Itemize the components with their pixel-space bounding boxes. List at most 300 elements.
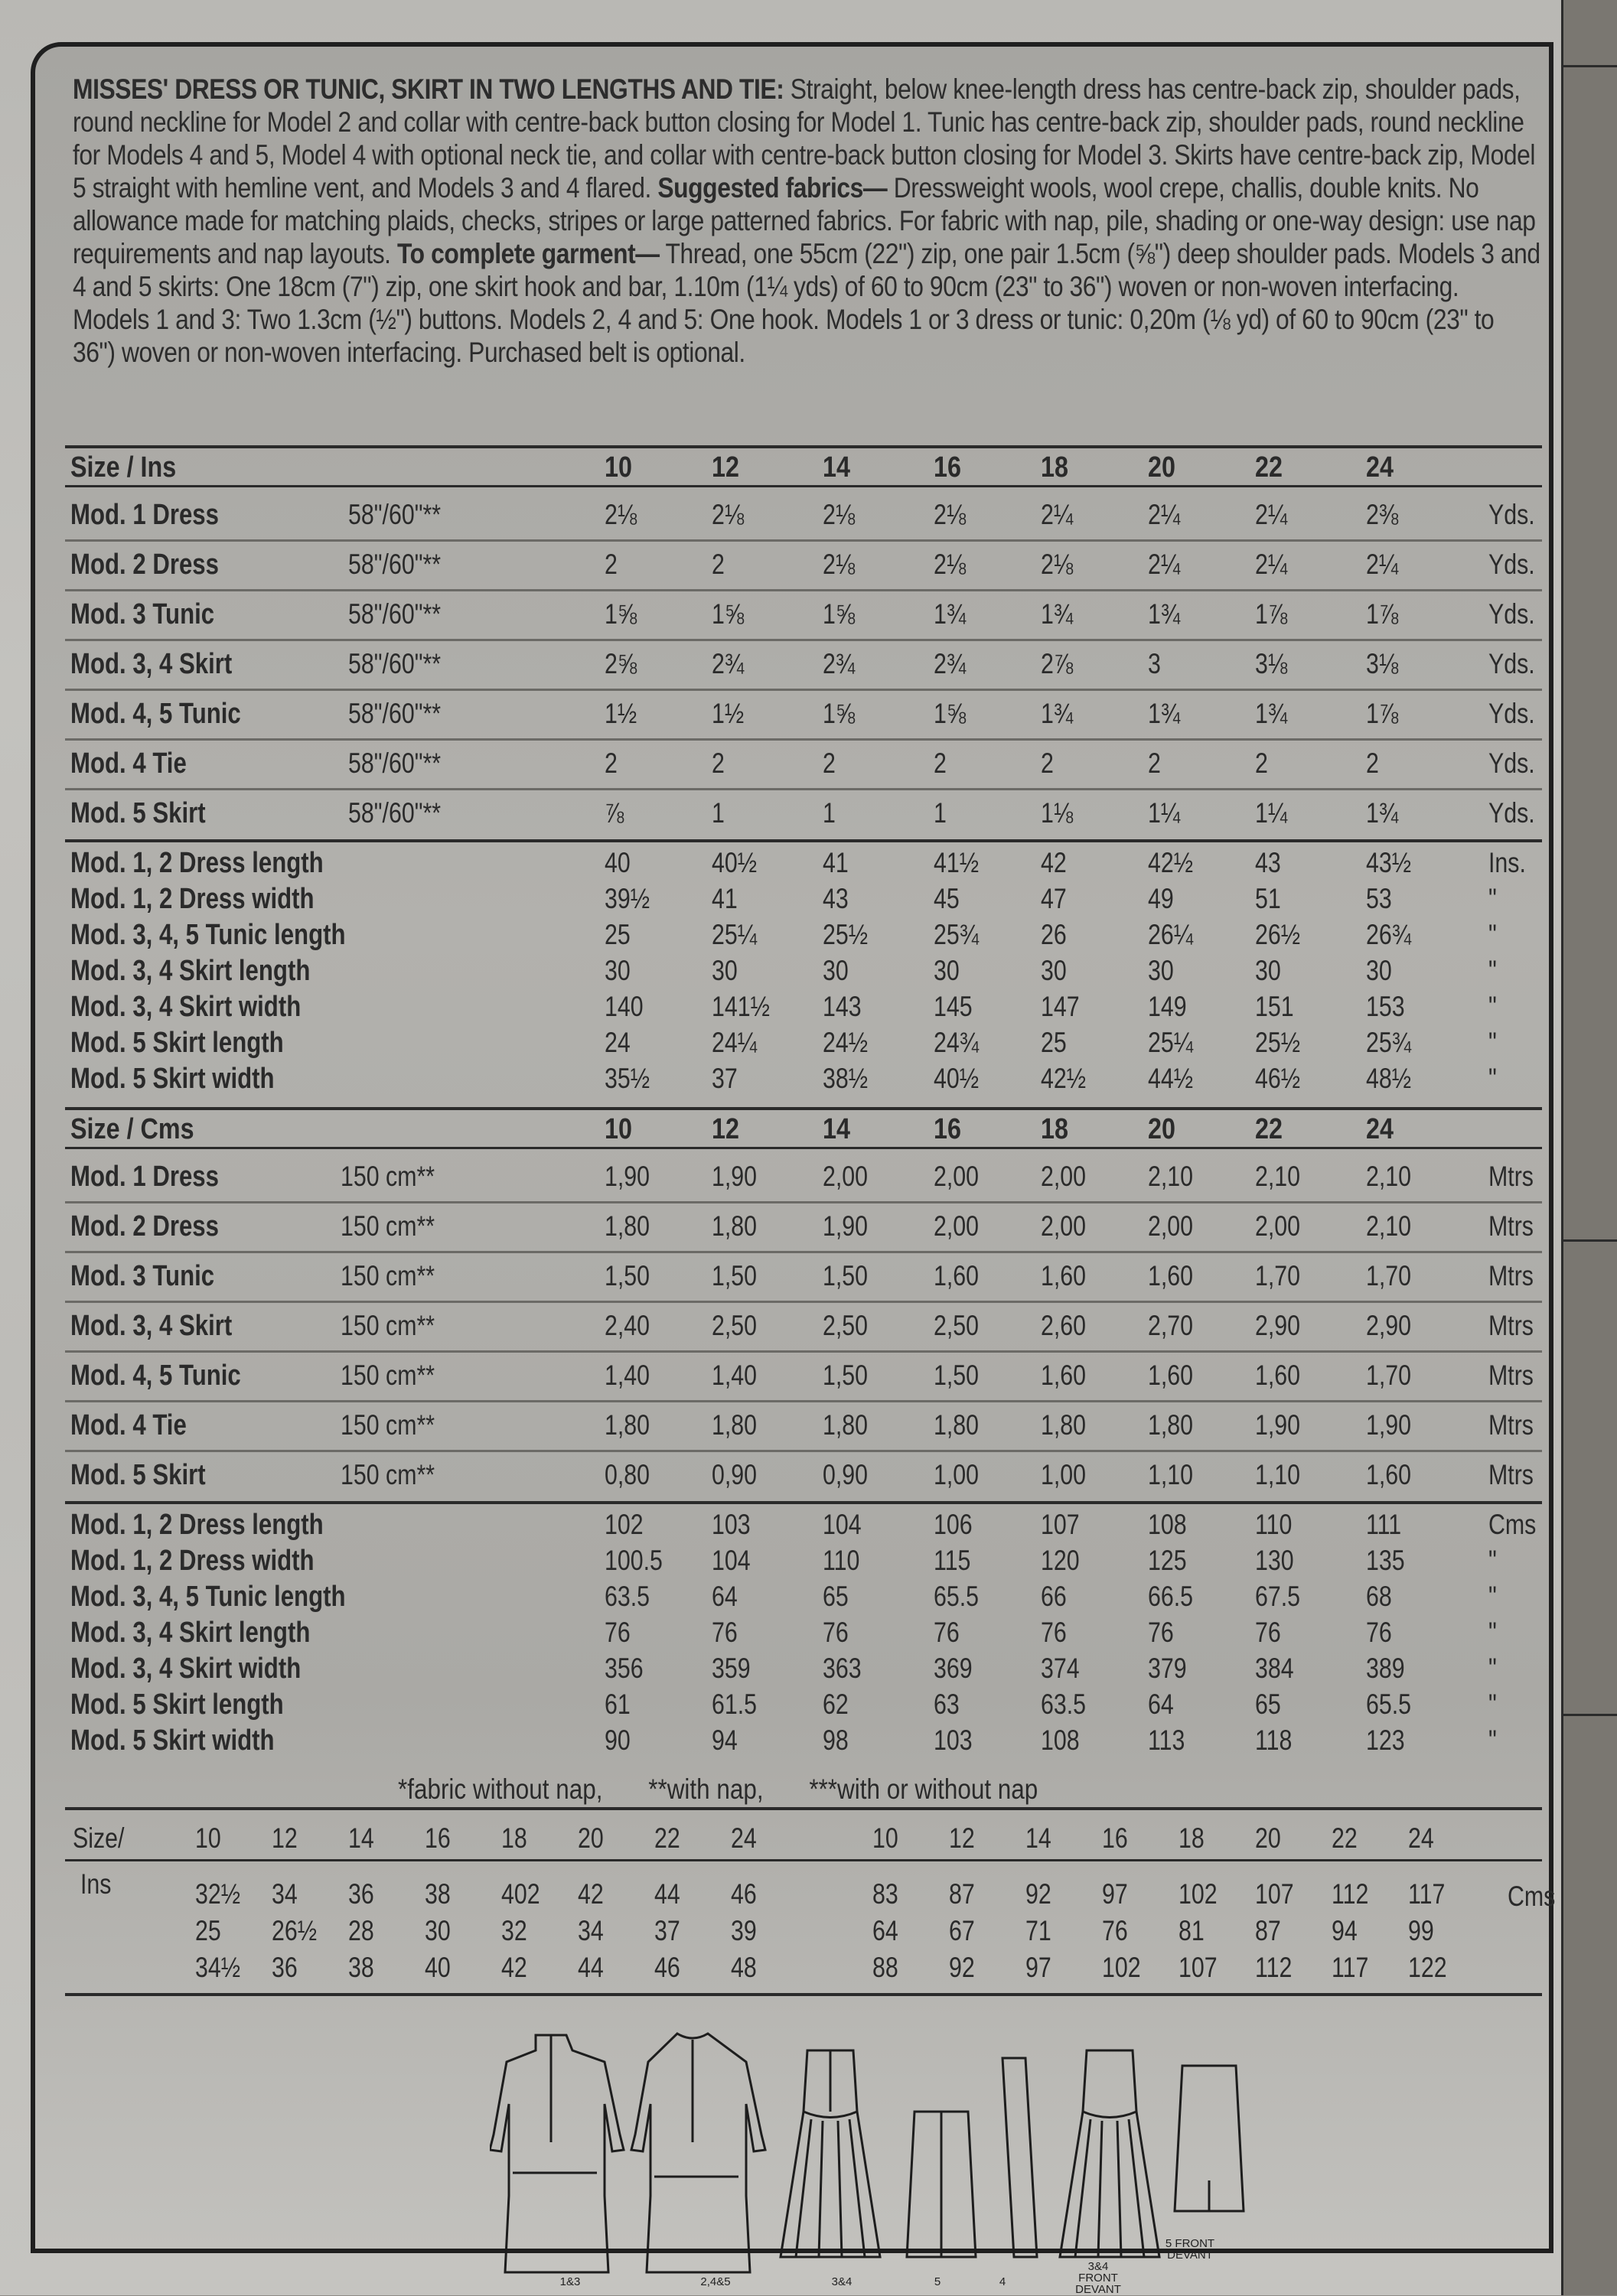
yardage-value: 2⅛ [605, 499, 637, 530]
yardage-value: 1⅝ [605, 598, 637, 630]
ins-size-16: 16 [425, 1822, 451, 1854]
yardage-value: 1 [712, 797, 725, 829]
body-ins-value: 37 [654, 1915, 680, 1946]
yardage-row [0, 598, 1617, 632]
measurement-row [0, 1063, 1617, 1096]
yardage-value: 2¾ [934, 648, 967, 679]
body-cms-value: 107 [1255, 1878, 1294, 1910]
yardage-value: 2 [823, 747, 836, 779]
measurement-row [0, 919, 1617, 953]
unit: Mtrs [1488, 1310, 1534, 1341]
measurement-value: 25½ [823, 919, 869, 950]
row-label: Mod. 5 Skirt [70, 1459, 206, 1491]
caption-3-4: 3&4 [831, 2275, 853, 2288]
body-cms-value: 83 [872, 1878, 898, 1910]
measurement-value: 120 [1041, 1545, 1080, 1576]
row-label: Mod. 3, 4 Skirt length [70, 955, 311, 987]
yardage-value: 2,00 [1041, 1161, 1087, 1192]
metric-size-header [0, 1113, 1617, 1147]
body-ins-value: 25 [195, 1915, 221, 1946]
measurement-row [0, 1653, 1617, 1686]
row-label: Mod. 1, 2 Dress width [70, 883, 315, 915]
body-cms-value: 71 [1025, 1915, 1051, 1946]
measurement-value: 64 [1148, 1689, 1174, 1720]
body-ins-value: 48 [731, 1952, 757, 1983]
measurement-value: 111 [1366, 1509, 1402, 1540]
row-divider [65, 1350, 1542, 1353]
yardage-value: 1,80 [712, 1409, 758, 1441]
fabric-width: 58"/60"** [348, 648, 442, 679]
row-label: Mod. 3, 4 Skirt width [70, 1653, 302, 1685]
yardage-value: 1,60 [1041, 1360, 1087, 1391]
unit: Yds. [1488, 499, 1535, 530]
yardage-row [0, 648, 1617, 682]
yardage-value: 2¼ [1255, 549, 1288, 580]
measurement-value: 24¼ [712, 1027, 758, 1058]
row-divider [65, 1400, 1542, 1402]
unit: " [1488, 1027, 1497, 1058]
measurement-value: 147 [1041, 991, 1080, 1022]
table-rule [65, 1147, 1542, 1149]
dress-back-sketch-1 [490, 2035, 624, 2272]
size-24: 24 [1366, 1113, 1394, 1145]
measurement-value: 62 [823, 1689, 849, 1720]
caption-5: 5 [934, 2275, 941, 2288]
yardage-value: 2,40 [605, 1310, 650, 1341]
body-ins-value: 42 [578, 1878, 604, 1910]
measurement-value: 43½ [1366, 847, 1412, 878]
ins-size-18: 18 [501, 1822, 527, 1854]
yardage-value: 1,90 [1255, 1409, 1301, 1441]
measurement-value: 65.5 [934, 1581, 980, 1612]
row-label: Mod. 3 Tunic [70, 598, 215, 630]
body-ins-value: 38 [348, 1952, 374, 1983]
fabric-width: 150 cm** [341, 1260, 435, 1291]
row-label: Mod. 1, 2 Dress length [70, 847, 324, 879]
body-cms-value: 107 [1179, 1952, 1218, 1983]
yardage-value: 2,00 [934, 1210, 980, 1242]
table-rule [65, 1501, 1542, 1504]
fabric-width: 58"/60"** [348, 698, 442, 729]
yardage-value: 2⅛ [934, 499, 967, 530]
row-label: Mod. 3, 4 Skirt [70, 1310, 233, 1342]
measurement-value: 25½ [1255, 1027, 1301, 1058]
yardage-value: 3⅛ [1366, 648, 1399, 679]
yardage-value: 2¼ [1366, 549, 1399, 580]
measurement-value: 104 [823, 1509, 862, 1540]
yardage-value: 1,60 [934, 1260, 980, 1291]
yardage-value: 2¼ [1148, 499, 1181, 530]
measurement-value: 49 [1148, 883, 1174, 914]
description-body-1: Straight, below knee-length dress has centre-back zip, shoulder pads, round neckline for Model 2 and collar with centre-back button closing for Model 1. Tunic has centre-back zip, shoulder pads, round neckline for Models 4 and 5, Model 4 with optional neck tie, and collar with centre-back button closing for Model 3. Skirts have centre-back zip, Model 5 straight with hemline vent, and Models 3 and 4 flared. [73, 73, 1536, 204]
dress-back-sketch-2 [631, 2034, 765, 2272]
yardage-row [0, 1260, 1617, 1294]
yardage-value: 1,50 [823, 1260, 869, 1291]
unit: " [1488, 1653, 1497, 1684]
measurement-value: 30 [605, 955, 631, 986]
yardage-value: 2,10 [1148, 1161, 1194, 1192]
yardage-row [0, 1459, 1617, 1493]
yardage-value: 2,00 [934, 1161, 980, 1192]
yardage-value: 1 [934, 797, 947, 829]
yardage-value: 1,50 [712, 1260, 758, 1291]
body-ins-value: 40 [425, 1952, 451, 1983]
measurement-value: 53 [1366, 883, 1392, 914]
unit: " [1488, 955, 1497, 986]
yardage-value: 1,60 [1255, 1360, 1301, 1391]
row-label: Mod. 3, 4, 5 Tunic length [70, 919, 346, 951]
row-label: Mod. 2 Dress [70, 1210, 219, 1242]
size-20: 20 [1148, 1113, 1175, 1145]
row-divider [65, 1450, 1542, 1452]
row-label: Mod. 3 Tunic [70, 1260, 215, 1292]
yardage-row [0, 698, 1617, 731]
yardage-value: 2,10 [1255, 1161, 1301, 1192]
measurement-value: 104 [712, 1545, 751, 1576]
body-ins-value: 32½ [195, 1878, 241, 1910]
yardage-value: 1,50 [934, 1360, 980, 1391]
unit: " [1488, 919, 1497, 950]
row-label: Mod. 1, 2 Dress width [70, 1545, 315, 1577]
yardage-value: 1¾ [1148, 698, 1181, 729]
yardage-value: 1,80 [823, 1409, 869, 1441]
body-ins-value: 402 [501, 1878, 540, 1910]
measurement-value: 26 [1041, 919, 1067, 950]
body-cms-value: 87 [949, 1878, 975, 1910]
measurement-value: 24 [605, 1027, 631, 1058]
measurement-value: 40½ [712, 847, 758, 878]
body-cms-value: 67 [949, 1915, 975, 1946]
measurement-value: 115 [934, 1545, 971, 1576]
yardage-value: 1,00 [1041, 1459, 1087, 1490]
measurement-value: 94 [712, 1724, 738, 1756]
yardage-value: 1½ [605, 698, 637, 729]
row-label: Mod. 4, 5 Tunic [70, 698, 241, 730]
body-ins-value: 44 [578, 1952, 604, 1983]
size-20: 20 [1148, 451, 1175, 484]
complete-garment-heading: To complete garment— [397, 238, 660, 269]
yardage-value: 1,80 [1148, 1409, 1194, 1441]
measurement-value: 356 [605, 1653, 644, 1684]
measurement-value: 76 [1366, 1617, 1392, 1648]
measurement-value: 30 [1255, 955, 1281, 986]
yardage-row [0, 1210, 1617, 1244]
measurement-value: 76 [1041, 1617, 1067, 1648]
size-10: 10 [605, 1113, 632, 1145]
measurement-value: 140 [605, 991, 644, 1022]
measurement-value: 61.5 [712, 1689, 758, 1720]
yardage-value: 1,90 [712, 1161, 758, 1192]
yardage-value: 2⅛ [823, 499, 856, 530]
body-ins-value: 36 [348, 1878, 374, 1910]
size-14: 14 [823, 451, 850, 484]
measurement-value: 24¾ [934, 1027, 980, 1058]
size-24: 24 [1366, 451, 1394, 484]
measurement-value: 25¾ [1366, 1027, 1412, 1058]
cms-size-14: 14 [1025, 1822, 1051, 1854]
measurement-row [0, 1027, 1617, 1060]
unit: " [1488, 991, 1497, 1022]
body-cms-value: 99 [1408, 1915, 1434, 1946]
row-label: Mod. 4, 5 Tunic [70, 1360, 241, 1392]
yardage-value: 1,00 [934, 1459, 980, 1490]
straight-skirt-sketch-front [1175, 2066, 1244, 2211]
size-22: 22 [1255, 1113, 1283, 1145]
yardage-value: 1,90 [1366, 1409, 1412, 1441]
yardage-value: 2⅛ [712, 499, 745, 530]
fabric-width: 58"/60"** [348, 598, 442, 630]
unit: Mtrs [1488, 1409, 1534, 1441]
unit: " [1488, 1617, 1497, 1648]
yardage-value: 2 [934, 747, 947, 779]
yardage-value: 1,80 [1041, 1409, 1087, 1441]
table-rule [65, 839, 1542, 842]
body-cms-value: 92 [949, 1952, 975, 1983]
measurement-value: 102 [605, 1509, 644, 1540]
ins-size-20: 20 [578, 1822, 604, 1854]
yardage-value: 1⅝ [823, 698, 856, 729]
yardage-value: 2,50 [823, 1310, 869, 1341]
flared-skirt-sketch-back [781, 2050, 880, 2257]
row-label: Mod. 5 Skirt width [70, 1063, 275, 1095]
measurement-value: 30 [934, 955, 960, 986]
measurement-value: 76 [1255, 1617, 1281, 1648]
measurement-value: 65.5 [1366, 1689, 1412, 1720]
body-cms-value: 97 [1102, 1878, 1128, 1910]
body-cms-value: 88 [872, 1952, 898, 1983]
measurement-value: 63.5 [605, 1581, 650, 1612]
measurement-value: 47 [1041, 883, 1067, 914]
measurement-value: 35½ [605, 1063, 650, 1094]
body-cms-value: 97 [1025, 1952, 1051, 1983]
measurement-value: 369 [934, 1653, 973, 1684]
measurement-value: 25¾ [934, 919, 980, 950]
measurement-value: 359 [712, 1653, 751, 1684]
yardage-value: 2,00 [1255, 1210, 1301, 1242]
ins-size-10: 10 [195, 1822, 221, 1854]
row-label: Mod. 5 Skirt width [70, 1724, 275, 1757]
measurement-row [0, 1545, 1617, 1578]
description-body-3: Thread, one 55cm (22") zip, one pair 1.5cm (⅝") deep shoulder pads. Models 3 and 4 and 5 skirts: One 18cm (7") zip, one skirt hook and bar, 1.10m (1¼ yds) of 60 to 90cm (23" to 36") woven or non-woven interfacing. Models 1 and 3: Two 1.3cm (½") buttons. Models 2, 4 and 5: One hook. Models 1 or 3 dress or tunic: 0,20m (⅛ yd) of 60 to 90cm (23" to 36") woven or non-woven interfacing. Purchased belt is optional. [73, 238, 1540, 368]
yardage-value: 1⅞ [1255, 598, 1288, 630]
unit: Mtrs [1488, 1360, 1534, 1391]
yardage-value: 1⅛ [1041, 797, 1074, 829]
measurement-value: 76 [712, 1617, 738, 1648]
measurement-value: 61 [605, 1689, 631, 1720]
row-divider [65, 1251, 1542, 1253]
yardage-row [0, 1310, 1617, 1343]
caption-4: 4 [999, 2275, 1006, 2288]
yardage-value: 1,80 [605, 1210, 650, 1242]
ins-size-14: 14 [348, 1822, 374, 1854]
unit: Yds. [1488, 698, 1535, 729]
table-rule [65, 485, 1542, 487]
body-cms-value: 76 [1102, 1915, 1128, 1946]
row-divider [65, 539, 1542, 542]
yardage-row [0, 549, 1617, 582]
size-16: 16 [934, 451, 961, 484]
measurement-row [0, 1509, 1617, 1542]
yardage-value: 1¼ [1255, 797, 1288, 829]
yardage-value: 2 [1366, 747, 1379, 779]
row-divider [65, 1301, 1542, 1303]
row-label: Mod. 4 Tie [70, 747, 187, 780]
measurement-value: 379 [1148, 1653, 1187, 1684]
caption-3-4-front: 3&4 FRONT DEVANT [1075, 2260, 1121, 2296]
measurement-value: 103 [712, 1509, 751, 1540]
unit: Yds. [1488, 797, 1535, 829]
yardage-value: 2⅝ [605, 648, 637, 679]
row-label: Mod. 3, 4 Skirt width [70, 991, 302, 1023]
yardage-value: 1⅞ [1366, 698, 1399, 729]
body-ins-value: 26½ [272, 1915, 318, 1946]
yardage-value: 1⅝ [934, 698, 967, 729]
yardage-value: 2,10 [1366, 1210, 1412, 1242]
row-label: Mod. 3, 4 Skirt length [70, 1617, 311, 1649]
caption-5-front: 5 FRONT DEVANT [1165, 2237, 1215, 2262]
yardage-value: 2 [712, 549, 725, 580]
measurement-value: 42½ [1148, 847, 1194, 878]
yardage-value: 2,90 [1366, 1310, 1412, 1341]
measurement-value: 113 [1148, 1724, 1185, 1756]
yardage-value: 2,00 [1148, 1210, 1194, 1242]
body-ins-value: 34 [272, 1878, 298, 1910]
measurement-value: 153 [1366, 991, 1405, 1022]
measurement-value: 98 [823, 1724, 849, 1756]
measurement-value: 63 [934, 1689, 960, 1720]
yardage-value: 1,80 [605, 1409, 650, 1441]
cms-size-22: 22 [1332, 1822, 1358, 1854]
body-ins-value: 44 [654, 1878, 680, 1910]
yardage-row [0, 1409, 1617, 1443]
body-cms-value: 81 [1179, 1915, 1205, 1946]
measurement-value: 67.5 [1255, 1581, 1301, 1612]
row-label: Mod. 1 Dress [70, 499, 219, 531]
body-cms-value: 122 [1408, 1952, 1447, 1983]
measurement-value: 108 [1041, 1724, 1080, 1756]
yardage-value: 1,70 [1366, 1360, 1412, 1391]
body-ins-value: 42 [501, 1952, 527, 1983]
fabric-width: 58"/60"** [348, 797, 442, 829]
measurement-row [0, 955, 1617, 988]
cms-label: Cms [1508, 1881, 1556, 1912]
measurement-value: 76 [605, 1617, 631, 1648]
measurement-value: 68 [1366, 1581, 1392, 1612]
row-divider [65, 639, 1542, 641]
yardage-value: 1¼ [1148, 797, 1181, 829]
yardage-value: 2,50 [934, 1310, 980, 1341]
cms-size-12: 12 [949, 1822, 975, 1854]
body-ins-value: 38 [425, 1878, 451, 1910]
row-label: Mod. 1 Dress [70, 1161, 219, 1193]
yardage-value: 1¾ [1041, 698, 1074, 729]
yardage-value: 1,50 [823, 1360, 869, 1391]
measurement-value: 42½ [1041, 1063, 1087, 1094]
yardage-value: 2⅛ [1041, 549, 1074, 580]
measurement-value: 125 [1148, 1545, 1187, 1576]
body-cms-value: 102 [1102, 1952, 1141, 1983]
size-22: 22 [1255, 451, 1283, 484]
row-divider [65, 738, 1542, 741]
description-title: MISSES' DRESS OR TUNIC, SKIRT IN TWO LENGTHS AND TIE: [73, 73, 784, 105]
body-cms-value: 117 [1332, 1952, 1369, 1983]
unit: " [1488, 1063, 1497, 1094]
measurement-value: 26¼ [1148, 919, 1194, 950]
body-ins-value: 30 [425, 1915, 451, 1946]
measurement-value: 108 [1148, 1509, 1187, 1540]
yardage-value: 2 [1255, 747, 1268, 779]
note-without-nap: *fabric without nap, [398, 1773, 603, 1805]
yardage-value: 1,60 [1148, 1360, 1194, 1391]
row-label: Mod. 4 Tie [70, 1409, 187, 1441]
body-ins-value: 46 [654, 1952, 680, 1983]
yardage-value: ⅞ [605, 797, 624, 829]
measurement-value: 363 [823, 1653, 862, 1684]
body-ins-value: 36 [272, 1952, 298, 1983]
garment-description [73, 73, 1540, 369]
cms-size-24: 24 [1408, 1822, 1434, 1854]
row-divider [65, 689, 1542, 691]
measurement-value: 37 [712, 1063, 738, 1094]
yardage-value: 2⅛ [823, 549, 856, 580]
yardage-value: 3 [1148, 648, 1161, 679]
yardage-value: 1,90 [823, 1210, 869, 1242]
yardage-value: 2⅞ [1041, 648, 1074, 679]
body-ins-value: 39 [731, 1915, 757, 1946]
unit: " [1488, 1545, 1497, 1576]
body-cms-value: 94 [1332, 1915, 1358, 1946]
note-with-or-without-nap: ***with or without nap [809, 1773, 1038, 1805]
yardage-value: 0,90 [712, 1459, 758, 1490]
measurement-value: 44½ [1148, 1063, 1194, 1094]
ins-size-22: 22 [654, 1822, 680, 1854]
row-label: Mod. 3, 4 Skirt [70, 648, 233, 680]
yardage-value: 2,50 [712, 1310, 758, 1341]
measurement-value: 45 [934, 883, 960, 914]
size-12: 12 [712, 451, 739, 484]
row-label: Mod. 2 Dress [70, 549, 219, 581]
nap-notes [398, 1773, 1077, 1806]
yardage-value: 1,60 [1366, 1459, 1412, 1490]
yardage-value: 1,70 [1366, 1260, 1412, 1291]
measurement-value: 64 [712, 1581, 738, 1612]
yardage-value: 1⅝ [823, 598, 856, 630]
measurement-row [0, 1689, 1617, 1722]
yardage-row [0, 747, 1617, 781]
yardage-row [0, 1161, 1617, 1194]
measurement-value: 123 [1366, 1724, 1405, 1756]
measurement-value: 107 [1041, 1509, 1080, 1540]
measurement-row [0, 991, 1617, 1024]
body-cms-value: 102 [1179, 1878, 1218, 1910]
measurement-value: 43 [1255, 847, 1281, 878]
measurement-row [0, 883, 1617, 917]
yardage-value: 1,10 [1255, 1459, 1301, 1490]
measurement-value: 110 [823, 1545, 860, 1576]
fabric-width: 150 cm** [341, 1161, 435, 1192]
yardage-value: 1,40 [712, 1360, 758, 1391]
measurement-row [0, 1581, 1617, 1614]
yardage-value: 1¾ [1041, 598, 1074, 630]
measurement-value: 66 [1041, 1581, 1067, 1612]
yardage-value: 0,90 [823, 1459, 869, 1490]
measurement-value: 51 [1255, 883, 1281, 914]
yardage-value: 2¾ [823, 648, 856, 679]
yardage-row [0, 797, 1617, 831]
cms-size-20: 20 [1255, 1822, 1281, 1854]
measurement-value: 43 [823, 883, 849, 914]
measurement-value: 38½ [823, 1063, 869, 1094]
